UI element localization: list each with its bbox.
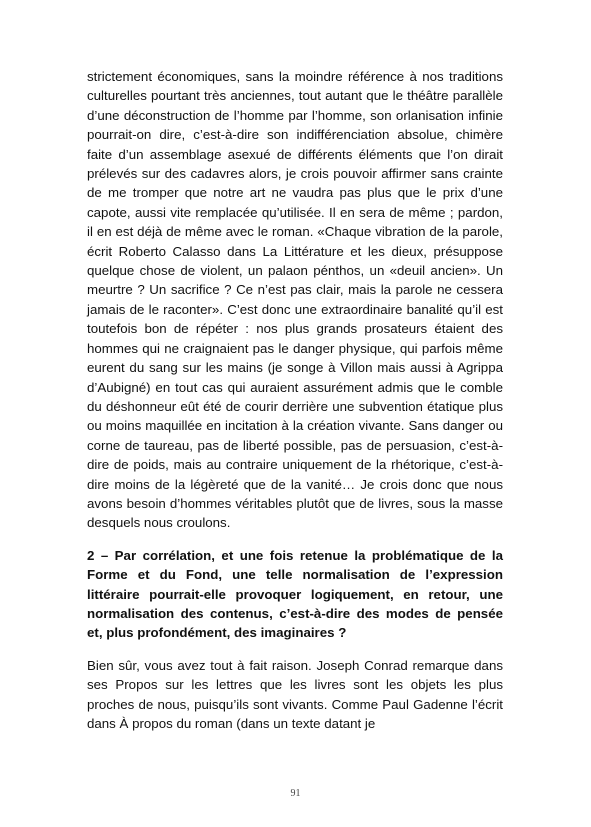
interview-question: 2 – Par corrélation, et une fois retenue la problématique de la Forme et du Fond, une telle normalisation de l’expression littéraire pourrait-elle provoquer logiquement, en retour, une normalisation des contenus, c’est-à-dire des modes de pensée et, plus profondément, des imaginaires ? (87, 547, 503, 641)
interview-answer: Bien sûr, vous avez tout à fait raison. Joseph Conrad remarque dans ses Propos sur les lettres que les livres sont les objets les plus proches de nous, puisqu’ils sont vivants. Comme Paul Gadenne l’écrit dans À propos du roman (dans un texte datant je (87, 657, 503, 731)
page-number: 91 (290, 788, 301, 799)
body-paragraph: strictement économiques, sans la moindre référence à nos traditions culturelles pourtant très anciennes, tout autant que le théâtre parallèle d’une déconstruction de l’homme par l’homme, son orlanisation infinie pourrait-on dire, c’est-à-dire son indifférenciation absolue, chimère faite d’un assemblage asexué de différents éléments que l’on dirait prélevés sur des cadavres alors, je crois pouvoir affirmer sans crainte de me tromper que notre art ne vaudra pas plus que le prix d’une capote, aussi vite remplacée qu’utilisée. Il en sera de même ; pardon, il en est déjà de même avec le roman. «Chaque vibration de la parole, écrit Roberto Calasso dans La Littérature et les dieux, présuppose quelque chose de violent, un palaon pénthos, un «deuil ancien». Un meurtre ? Un sacrifice ? Ce n’est pas clair, mais la parole ne cessera jamais de le raconter». C’est donc une extraordinaire banalité qu’il est toutefois bon de répéter : nos plus grands prosateurs étaient des hommes qui ne craignaient pas le danger physique, qui parfois même eurent du sang sur les mains (je songe à Villon mais aussi à Agrippa d’Aubigné) en tout cas qui auraient assurément admis que le comble du déshonneur eût été de courir derrière une subvention étatique plus ou moins maquillée en incitation à la création vivante. Sans danger ou corne de taureau, pas de liberté possible, pas de persuasion, c’est-à-dire de poids, mais au contraire uniquement de la rhétorique, c’est-à-dire moins de la légèreté que de la vanité… Je crois donc que nous avons besoin d’hommes véritables plutôt que de livres, sous la masse desquels nous croulons. (87, 69, 503, 531)
page-content (87, 67, 503, 733)
